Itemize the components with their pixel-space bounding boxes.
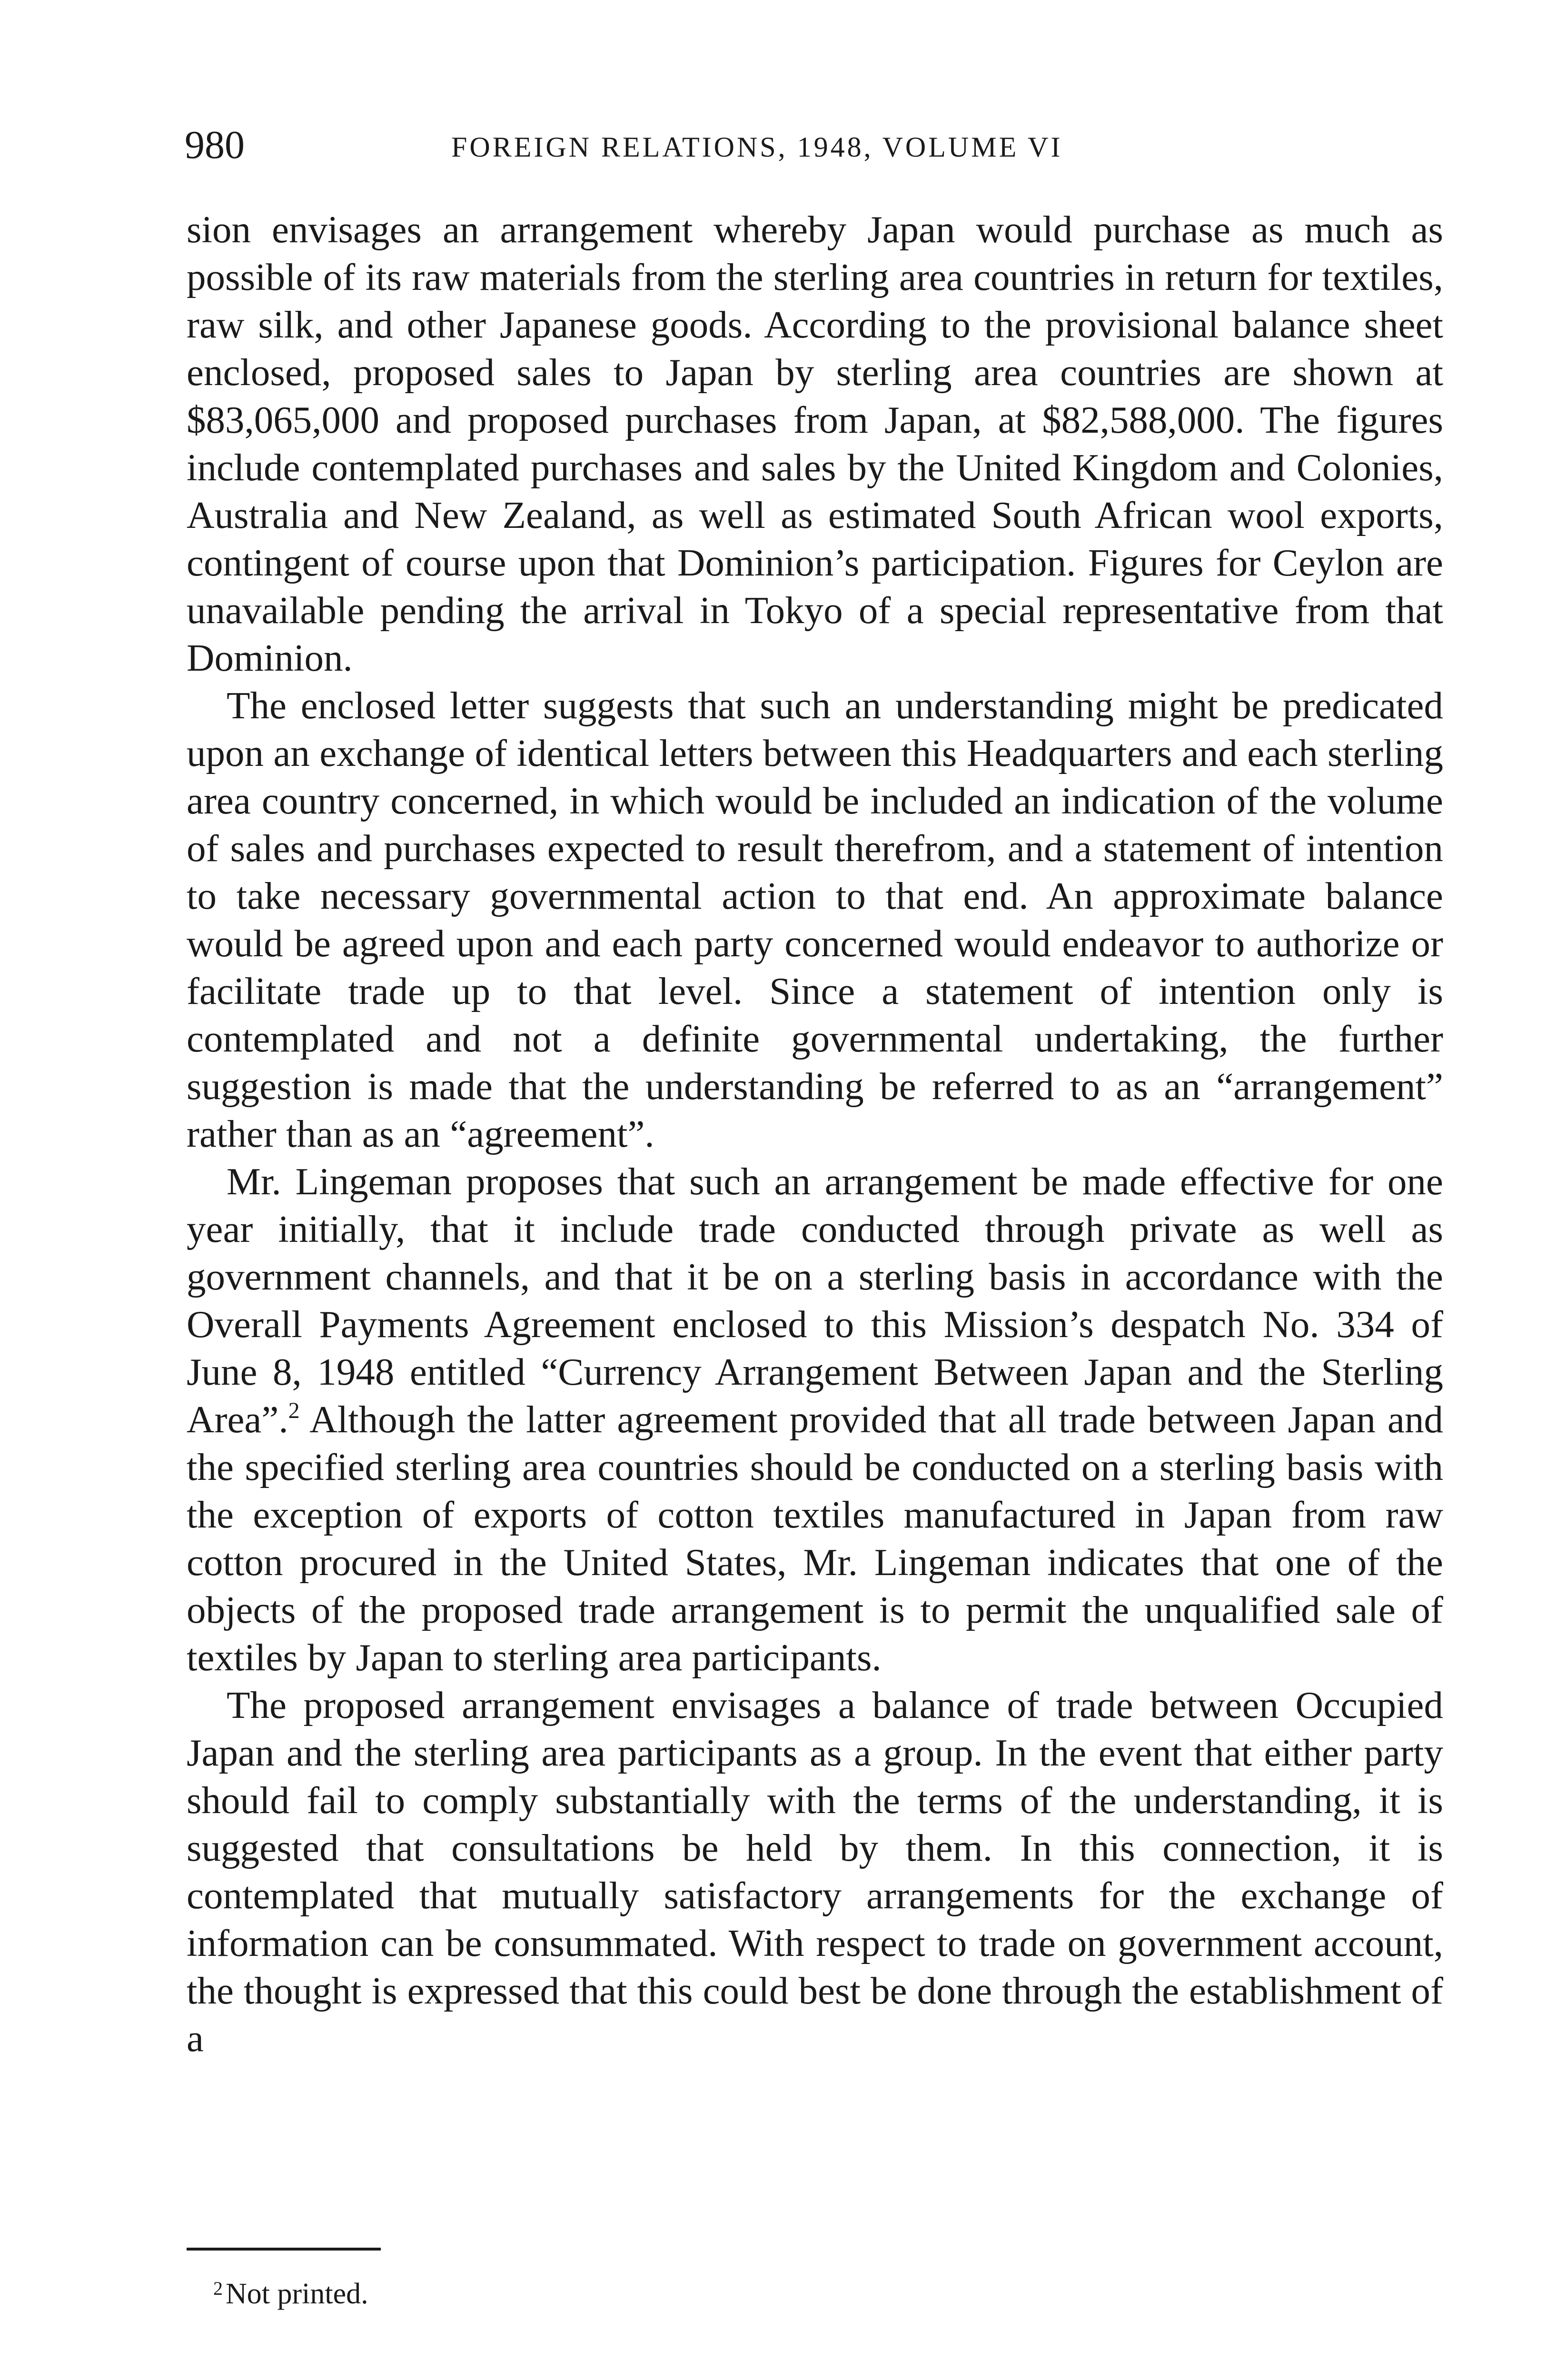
paragraph-3-text-a: Mr. Lingeman proposes that such an arrangement be made effective for one year initially, that it include trade conducted through private as well as government channels, and that it be on a sterling basis in accordance with the Overall Payments Agreement enclosed to this Mission’s despatch No. 334 of June 8, 1948 entitled “Currency Arrangement Between Japan and the Sterling Area”. xyxy=(187,1160,1443,1441)
paragraph-4: The proposed arrangement envisages a balance of trade between Occupied Japan and the sterling area participants as a group. In the event that either party should fail to comply substantially with the terms of the understanding, it is suggested that consultations be held by them. In this connection, it is contemplated that mutually satisfactory arrangements for the exchange of information can be consummated. With respect to trade on government account, the thought is expressed that this could best be done through the establishment of a xyxy=(187,1684,1443,2060)
footnote-marker: 2 xyxy=(213,2278,223,2299)
paragraph-1: sion envisages an arrangement whereby Japan would purchase as much as possible of its raw materials from the sterling area countries in return for textiles, raw silk, and other Japanese goods. According to the provisional balance sheet enclosed, proposed sales to Japan by sterling area countries are shown at $83,065,000 and proposed purchases from Japan, at $82,588,000. The figures include contemplated purchases and sales by the United Kingdom and Colonies, Australia and New Zealand, as well as estimated South African wool exports, contingent of course upon that Dominion’s participation. Figures for Ceylon are unavailable pending the arrival in Tokyo of a special representative from that Dominion. xyxy=(187,208,1443,679)
footnote xyxy=(213,2270,368,2313)
paragraph-3 xyxy=(187,1158,1443,1681)
body-text xyxy=(187,206,1443,2062)
paragraph-2: The enclosed letter suggests that such an understanding might be predicated upon an exchange of identical letters between this Headquarters and each sterling area country concerned, in which would be included an indication of the volume of sales and purchases expected to result therefrom, and a statement of intention to take necessary governmental action to that end. An approximate balance would be agreed upon and each party concerned would endeavor to authorize or facilitate trade up to that level. Since a statement of intention only is contemplated and not a definite governmental undertaking, the further suggestion is made that the understanding be referred to as an “arrangement” rather than as an “agreement”. xyxy=(187,684,1443,1155)
running-head xyxy=(185,121,1441,174)
footnote-text: Not printed. xyxy=(226,2278,368,2310)
footnote-divider xyxy=(187,2248,381,2251)
footnote-reference[interactable]: 2 xyxy=(288,1398,300,1423)
page-number: 980 xyxy=(185,123,245,167)
paragraph-3-text-b: Although the latter agreement provided that all trade between Japan and the specified sterling area countries should be conducted on a sterling basis with the exception of exports of cotton textiles manufactured in Japan from raw cotton procured in the United States, Mr. Lingeman indicates that one of the objects of the proposed trade arrangement is to permit the unqualified sale of textiles by Japan to sterling area participants. xyxy=(187,1398,1443,1679)
running-title: FOREIGN RELATIONS, 1948, VOLUME VI xyxy=(451,131,1063,163)
